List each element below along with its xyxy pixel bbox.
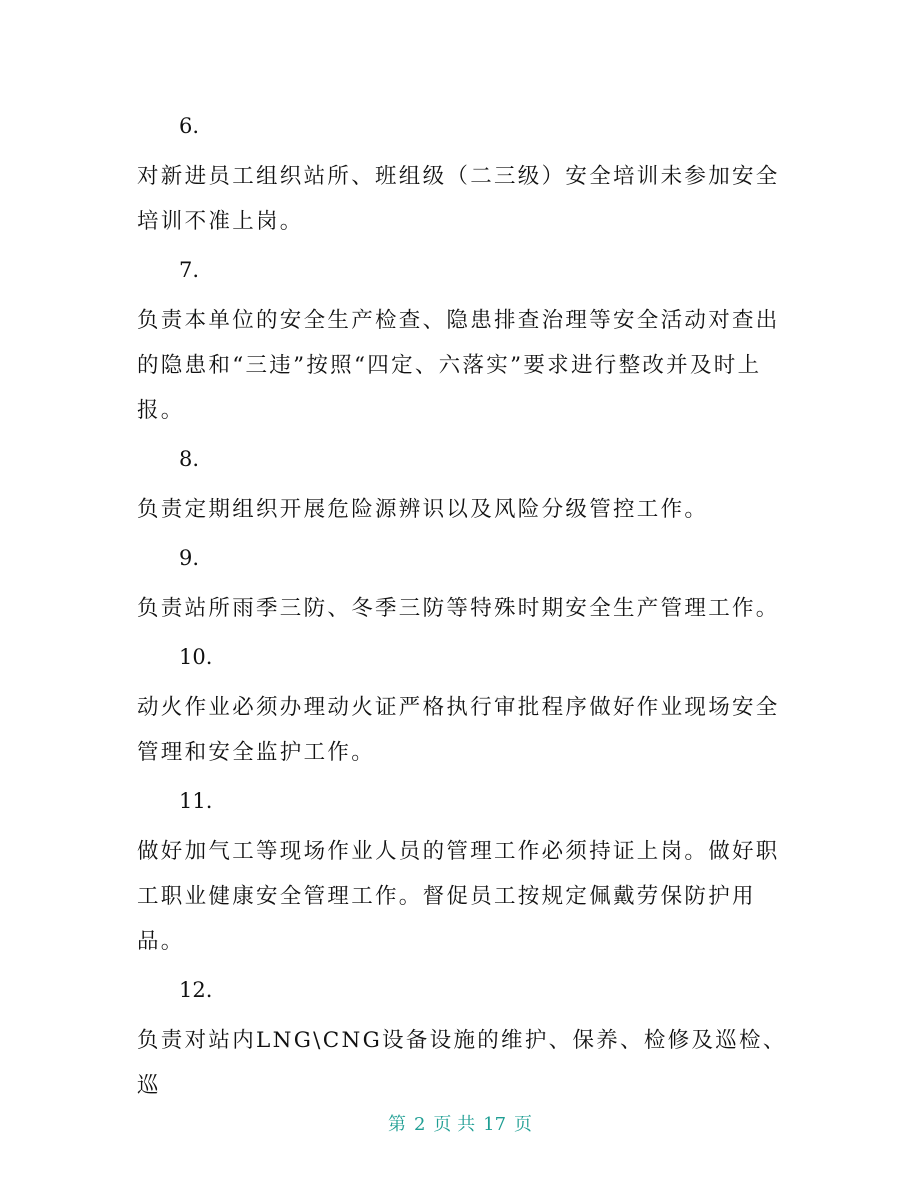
list-item	[137, 635, 787, 775]
item-text: 动火作业必须办理动火证严格执行审批程序做好作业现场安全管理和安全监护工作。	[137, 695, 780, 765]
list-item	[137, 104, 787, 244]
item-text: 负责定期组织开展危险源辨识以及风险分级管控工作。	[137, 497, 709, 522]
list-item	[137, 437, 787, 532]
item-number: 9.	[179, 546, 200, 570]
list-item	[137, 248, 787, 433]
item-number: 10.	[179, 645, 213, 669]
footer-middle: 页 共	[433, 1114, 476, 1135]
item-text: 做好加气工等现场作业人员的管理工作必须持证上岗。做好职工职业健康安全管理工作。督促员工按规定佩戴劳保防护用品。	[137, 839, 780, 954]
item-number: 8.	[179, 447, 200, 471]
item-number: 11.	[179, 789, 213, 813]
item-text: 负责本单位的安全生产检查、隐患排查治理等安全活动对查出的隐患和“三违”按照“四定、六落实”要求进行整改并及时上报。	[137, 308, 780, 423]
footer-suffix: 页	[514, 1114, 533, 1135]
footer-page-number: 2	[413, 1114, 426, 1135]
footer-total-pages: 17	[483, 1114, 507, 1135]
list-item	[137, 779, 787, 964]
item-text: 对新进员工组织站所、班组级（二三级）安全培训未参加安全培训不准上岗。	[137, 164, 780, 234]
page-footer	[0, 1112, 920, 1138]
list-item	[137, 968, 787, 1108]
item-number: 12.	[179, 978, 213, 1002]
item-text: 负责对站内LNG\CNG设备设施的维护、保养、检修及巡检、巡	[137, 1028, 787, 1098]
list-item	[137, 536, 787, 631]
item-number: 6.	[179, 114, 200, 138]
item-number: 7.	[179, 258, 200, 282]
document-body	[137, 104, 787, 1112]
item-text: 负责站所雨季三防、冬季三防等特殊时期安全生产管理工作。	[137, 596, 780, 621]
footer-prefix: 第	[387, 1114, 406, 1135]
